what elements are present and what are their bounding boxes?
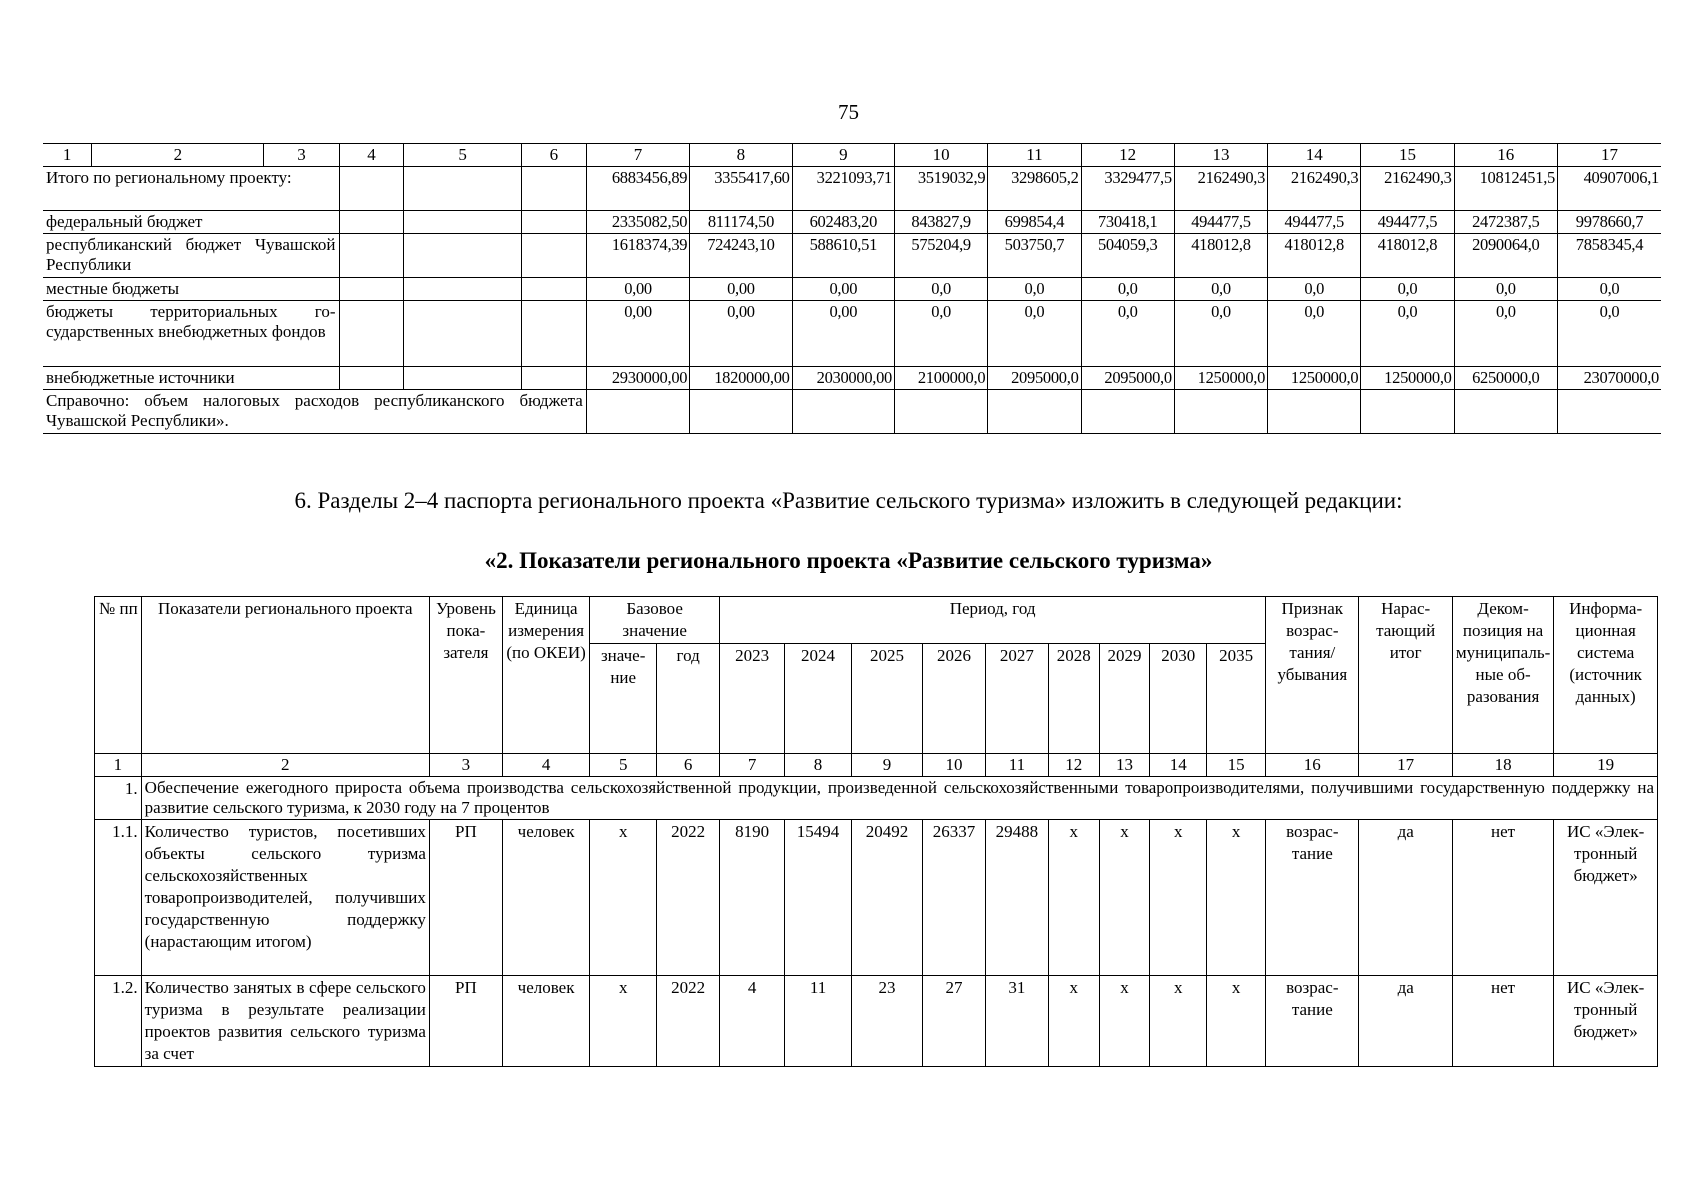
row-label: местные бюджеты bbox=[43, 278, 339, 301]
value-cell: 504059,3 bbox=[1081, 234, 1174, 278]
col-number: 7 bbox=[720, 754, 785, 777]
row-decomposition: нет bbox=[1452, 820, 1553, 976]
table-row bbox=[43, 301, 1661, 367]
value-cell: 10812451,5 bbox=[1454, 167, 1557, 211]
value-cell: 724243,10 bbox=[690, 234, 792, 278]
value-cell: 2162490,3 bbox=[1174, 167, 1267, 211]
empty-cell bbox=[1454, 390, 1557, 434]
row-year-value: 20492 bbox=[852, 820, 923, 976]
empty-cell bbox=[339, 278, 404, 301]
empty-cell bbox=[404, 301, 522, 367]
table-row bbox=[43, 211, 1661, 234]
row-label: бюджеты территориальных государственных внебюджетных фондов bbox=[43, 301, 339, 367]
col-number: 16 bbox=[1266, 754, 1359, 777]
table-row bbox=[43, 367, 1661, 390]
value-cell: 1820000,00 bbox=[690, 367, 792, 390]
empty-cell bbox=[404, 211, 522, 234]
header-decomposition: Декомпозиция на муниципальные образования bbox=[1452, 597, 1553, 754]
header-year: 2030 bbox=[1150, 644, 1207, 754]
row-year-value: 8190 bbox=[720, 820, 785, 976]
header-base-year: год bbox=[657, 644, 720, 754]
value-cell: 0,00 bbox=[690, 301, 792, 367]
empty-cell bbox=[586, 390, 689, 434]
empty-cell bbox=[895, 390, 988, 434]
row-trend: возрастание bbox=[1266, 976, 1359, 1067]
section-heading: «2. Показатели регионального проекта «Развитие сельского туризма» bbox=[484, 548, 1213, 573]
row-unit: человек bbox=[502, 976, 589, 1067]
header-level: Уровень показателя bbox=[429, 597, 502, 754]
table-row bbox=[43, 167, 1661, 211]
row-num: 1.1. bbox=[95, 820, 142, 976]
value-cell: 418012,8 bbox=[1174, 234, 1267, 278]
empty-cell bbox=[521, 211, 586, 234]
table1-col-header: 4 bbox=[339, 144, 404, 167]
value-cell: 0,00 bbox=[792, 301, 894, 367]
table1-col-header: 10 bbox=[895, 144, 988, 167]
header-period: Период, год bbox=[720, 597, 1266, 644]
value-cell: 0,0 bbox=[1454, 278, 1557, 301]
table2-header-row bbox=[95, 597, 1658, 644]
value-cell: 0,0 bbox=[1268, 301, 1361, 367]
header-year: 2023 bbox=[720, 644, 785, 754]
header-year: 2028 bbox=[1048, 644, 1099, 754]
value-cell: 0,0 bbox=[1558, 278, 1662, 301]
value-cell: 494477,5 bbox=[1268, 211, 1361, 234]
row-info-system: ИС «Электронный бюджет» bbox=[1554, 976, 1658, 1067]
header-year: 2025 bbox=[852, 644, 923, 754]
empty-cell bbox=[690, 390, 792, 434]
empty-cell bbox=[521, 367, 586, 390]
row-base-value: х bbox=[590, 820, 657, 976]
header-info-system: Информационная система (источник данных) bbox=[1554, 597, 1658, 754]
col-number: 3 bbox=[429, 754, 502, 777]
header-base-value: значение bbox=[590, 644, 657, 754]
reference-note: Справочно: объем налоговых расходов республиканского бюджета Чувашской Республики». bbox=[43, 390, 586, 434]
row-label: внебюджетные источники bbox=[43, 367, 339, 390]
row-year-value: х bbox=[1207, 976, 1266, 1067]
row-label: федеральный бюджет bbox=[43, 211, 339, 234]
value-cell: 699854,4 bbox=[988, 211, 1081, 234]
col-number: 15 bbox=[1207, 754, 1266, 777]
value-cell: 602483,20 bbox=[792, 211, 894, 234]
header-num: № пп bbox=[95, 597, 142, 754]
value-cell: 2930000,00 bbox=[586, 367, 689, 390]
empty-cell bbox=[339, 211, 404, 234]
table-row bbox=[43, 390, 1661, 434]
row-indicator: Количество занятых в сфере сельского туризма в результате реализации проектов развития сельского туризма за счет bbox=[141, 976, 429, 1067]
value-cell: 0,0 bbox=[1174, 278, 1267, 301]
table1-col-header: 7 bbox=[586, 144, 689, 167]
row-unit: человек bbox=[502, 820, 589, 976]
empty-cell bbox=[1361, 390, 1454, 434]
value-cell: 843827,9 bbox=[895, 211, 988, 234]
row-base-year: 2022 bbox=[657, 820, 720, 976]
empty-cell bbox=[1174, 390, 1267, 434]
empty-cell bbox=[521, 167, 586, 211]
col-number: 5 bbox=[590, 754, 657, 777]
col-number: 6 bbox=[657, 754, 720, 777]
section-num: 1. bbox=[95, 777, 142, 820]
value-cell: 575204,9 bbox=[895, 234, 988, 278]
header-trend: Признак возрастания/ убывания bbox=[1266, 597, 1359, 754]
empty-cell bbox=[339, 301, 404, 367]
section-instruction: 6. Разделы 2–4 паспорта регионального проекта «Развитие сельского туризма» изложить в следующей редакции: bbox=[294, 488, 1403, 513]
value-cell: 2030000,00 bbox=[792, 367, 894, 390]
row-label: республиканский бюджет Чувашской Республики bbox=[43, 234, 339, 278]
table1-header-row bbox=[43, 144, 1661, 167]
row-year-value: х bbox=[1099, 976, 1150, 1067]
value-cell: 0,0 bbox=[1558, 301, 1662, 367]
col-number: 18 bbox=[1452, 754, 1553, 777]
value-cell: 0,0 bbox=[1081, 278, 1174, 301]
header-year: 2027 bbox=[985, 644, 1048, 754]
value-cell: 494477,5 bbox=[1361, 211, 1454, 234]
table1-col-header: 17 bbox=[1558, 144, 1662, 167]
row-year-value: 31 bbox=[985, 976, 1048, 1067]
empty-cell bbox=[1268, 390, 1361, 434]
row-year-value: 26337 bbox=[923, 820, 986, 976]
table1-col-header: 13 bbox=[1174, 144, 1267, 167]
value-cell: 0,0 bbox=[988, 301, 1081, 367]
col-number: 12 bbox=[1048, 754, 1099, 777]
table1-col-header: 8 bbox=[690, 144, 792, 167]
financing-table bbox=[43, 143, 1661, 434]
row-indicator: Количество туристов, посетивших объекты сельского туризма сельскохозяйственных товаропроизводителей, получивших государственную поддержку (нарастающим итогом) bbox=[141, 820, 429, 976]
table1-col-header: 15 bbox=[1361, 144, 1454, 167]
value-cell: 503750,7 bbox=[988, 234, 1081, 278]
row-year-value: х bbox=[1048, 820, 1099, 976]
value-cell: 0,0 bbox=[1361, 301, 1454, 367]
row-year-value: х bbox=[1048, 976, 1099, 1067]
col-number: 17 bbox=[1359, 754, 1452, 777]
value-cell: 40907006,1 bbox=[1558, 167, 1662, 211]
table1-col-header: 9 bbox=[792, 144, 894, 167]
value-cell: 0,00 bbox=[690, 278, 792, 301]
value-cell: 730418,1 bbox=[1081, 211, 1174, 234]
value-cell: 0,0 bbox=[1361, 278, 1454, 301]
empty-cell bbox=[521, 278, 586, 301]
value-cell: 23070000,0 bbox=[1558, 367, 1662, 390]
row-year-value: 11 bbox=[785, 976, 852, 1067]
value-cell: 6883456,89 bbox=[586, 167, 689, 211]
value-cell: 2162490,3 bbox=[1361, 167, 1454, 211]
section-text: Обеспечение ежегодного прироста объема производства сельскохозяйственной продукции, произведенной сельскохозяйственными товаропроизводителями, получившими государственную поддержку на развитие сельского туризма, к 2030 году на 7 процентов bbox=[141, 777, 1657, 820]
value-cell: 3329477,5 bbox=[1081, 167, 1174, 211]
col-number: 11 bbox=[985, 754, 1048, 777]
table-row bbox=[43, 278, 1661, 301]
table1-col-header: 1 bbox=[43, 144, 92, 167]
value-cell: 1250000,0 bbox=[1268, 367, 1361, 390]
col-number: 4 bbox=[502, 754, 589, 777]
table1-col-header: 11 bbox=[988, 144, 1081, 167]
section-row bbox=[95, 777, 1658, 820]
table-row bbox=[43, 234, 1661, 278]
header-year: 2026 bbox=[923, 644, 986, 754]
row-cumulative: да bbox=[1359, 820, 1452, 976]
header-unit: Единица измерения (по ОКЕИ) bbox=[502, 597, 589, 754]
row-year-value: х bbox=[1150, 820, 1207, 976]
empty-cell bbox=[1558, 390, 1662, 434]
col-number: 13 bbox=[1099, 754, 1150, 777]
row-base-year: 2022 bbox=[657, 976, 720, 1067]
empty-cell bbox=[404, 367, 522, 390]
value-cell: 0,00 bbox=[586, 278, 689, 301]
value-cell: 0,0 bbox=[1174, 301, 1267, 367]
empty-cell bbox=[792, 390, 894, 434]
value-cell: 3519032,9 bbox=[895, 167, 988, 211]
row-year-value: 15494 bbox=[785, 820, 852, 976]
value-cell: 1250000,0 bbox=[1361, 367, 1454, 390]
value-cell: 2095000,0 bbox=[1081, 367, 1174, 390]
header-year: 2029 bbox=[1099, 644, 1150, 754]
row-year-value: 4 bbox=[720, 976, 785, 1067]
col-number: 1 bbox=[95, 754, 142, 777]
value-cell: 3298605,2 bbox=[988, 167, 1081, 211]
empty-cell bbox=[988, 390, 1081, 434]
row-level: РП bbox=[429, 820, 502, 976]
row-num: 1.2. bbox=[95, 976, 142, 1067]
value-cell: 2090064,0 bbox=[1454, 234, 1557, 278]
value-cell: 0,0 bbox=[988, 278, 1081, 301]
indicators-table bbox=[94, 596, 1658, 1067]
value-cell: 1618374,39 bbox=[586, 234, 689, 278]
empty-cell bbox=[404, 278, 522, 301]
table-row bbox=[95, 820, 1658, 976]
value-cell: 418012,8 bbox=[1361, 234, 1454, 278]
table1-col-header: 12 bbox=[1081, 144, 1174, 167]
row-label: Итого по региональному проекту: bbox=[43, 167, 339, 211]
row-year-value: х bbox=[1207, 820, 1266, 976]
value-cell: 2472387,5 bbox=[1454, 211, 1557, 234]
row-year-value: х bbox=[1099, 820, 1150, 976]
table1-col-header: 6 bbox=[521, 144, 586, 167]
table1-col-header: 14 bbox=[1268, 144, 1361, 167]
row-year-value: х bbox=[1150, 976, 1207, 1067]
value-cell: 6250000,0 bbox=[1454, 367, 1557, 390]
col-number: 2 bbox=[141, 754, 429, 777]
value-cell: 494477,5 bbox=[1174, 211, 1267, 234]
row-base-value: х bbox=[590, 976, 657, 1067]
row-year-value: 29488 bbox=[985, 820, 1048, 976]
table1-col-header: 5 bbox=[404, 144, 522, 167]
row-trend: возрастание bbox=[1266, 820, 1359, 976]
empty-cell bbox=[521, 234, 586, 278]
value-cell: 2335082,50 bbox=[586, 211, 689, 234]
page-number: 75 bbox=[838, 100, 859, 124]
row-year-value: 23 bbox=[852, 976, 923, 1067]
value-cell: 0,0 bbox=[1454, 301, 1557, 367]
value-cell: 0,0 bbox=[1268, 278, 1361, 301]
value-cell: 0,0 bbox=[895, 301, 988, 367]
row-decomposition: нет bbox=[1452, 976, 1553, 1067]
value-cell: 3221093,71 bbox=[792, 167, 894, 211]
value-cell: 2162490,3 bbox=[1268, 167, 1361, 211]
value-cell: 1250000,0 bbox=[1174, 367, 1267, 390]
empty-cell bbox=[339, 167, 404, 211]
empty-cell bbox=[404, 234, 522, 278]
value-cell: 9978660,7 bbox=[1558, 211, 1662, 234]
row-year-value: 27 bbox=[923, 976, 986, 1067]
empty-cell bbox=[404, 167, 522, 211]
value-cell: 0,0 bbox=[1081, 301, 1174, 367]
header-cumulative: Нарастающий итог bbox=[1359, 597, 1452, 754]
value-cell: 588610,51 bbox=[792, 234, 894, 278]
value-cell: 7858345,4 bbox=[1558, 234, 1662, 278]
header-year: 2024 bbox=[785, 644, 852, 754]
empty-cell bbox=[339, 367, 404, 390]
row-cumulative: да bbox=[1359, 976, 1452, 1067]
value-cell: 2100000,0 bbox=[895, 367, 988, 390]
value-cell: 0,0 bbox=[895, 278, 988, 301]
header-indicator: Показатели регионального проекта bbox=[141, 597, 429, 754]
value-cell: 2095000,0 bbox=[988, 367, 1081, 390]
table2-col-numbers-row bbox=[95, 754, 1658, 777]
col-number: 14 bbox=[1150, 754, 1207, 777]
header-base: Базовое значение bbox=[590, 597, 720, 644]
empty-cell bbox=[339, 234, 404, 278]
col-number: 10 bbox=[923, 754, 986, 777]
table1-col-header: 3 bbox=[264, 144, 339, 167]
table1-col-header: 2 bbox=[92, 144, 264, 167]
table-row bbox=[95, 976, 1658, 1067]
col-number: 9 bbox=[852, 754, 923, 777]
table1-col-header: 16 bbox=[1454, 144, 1557, 167]
value-cell: 0,00 bbox=[586, 301, 689, 367]
value-cell: 811174,50 bbox=[690, 211, 792, 234]
row-level: РП bbox=[429, 976, 502, 1067]
header-year: 2035 bbox=[1207, 644, 1266, 754]
value-cell: 418012,8 bbox=[1268, 234, 1361, 278]
value-cell: 3355417,60 bbox=[690, 167, 792, 211]
row-info-system: ИС «Электронный бюджет» bbox=[1554, 820, 1658, 976]
empty-cell bbox=[521, 301, 586, 367]
value-cell: 0,00 bbox=[792, 278, 894, 301]
col-number: 19 bbox=[1554, 754, 1658, 777]
empty-cell bbox=[1081, 390, 1174, 434]
col-number: 8 bbox=[785, 754, 852, 777]
